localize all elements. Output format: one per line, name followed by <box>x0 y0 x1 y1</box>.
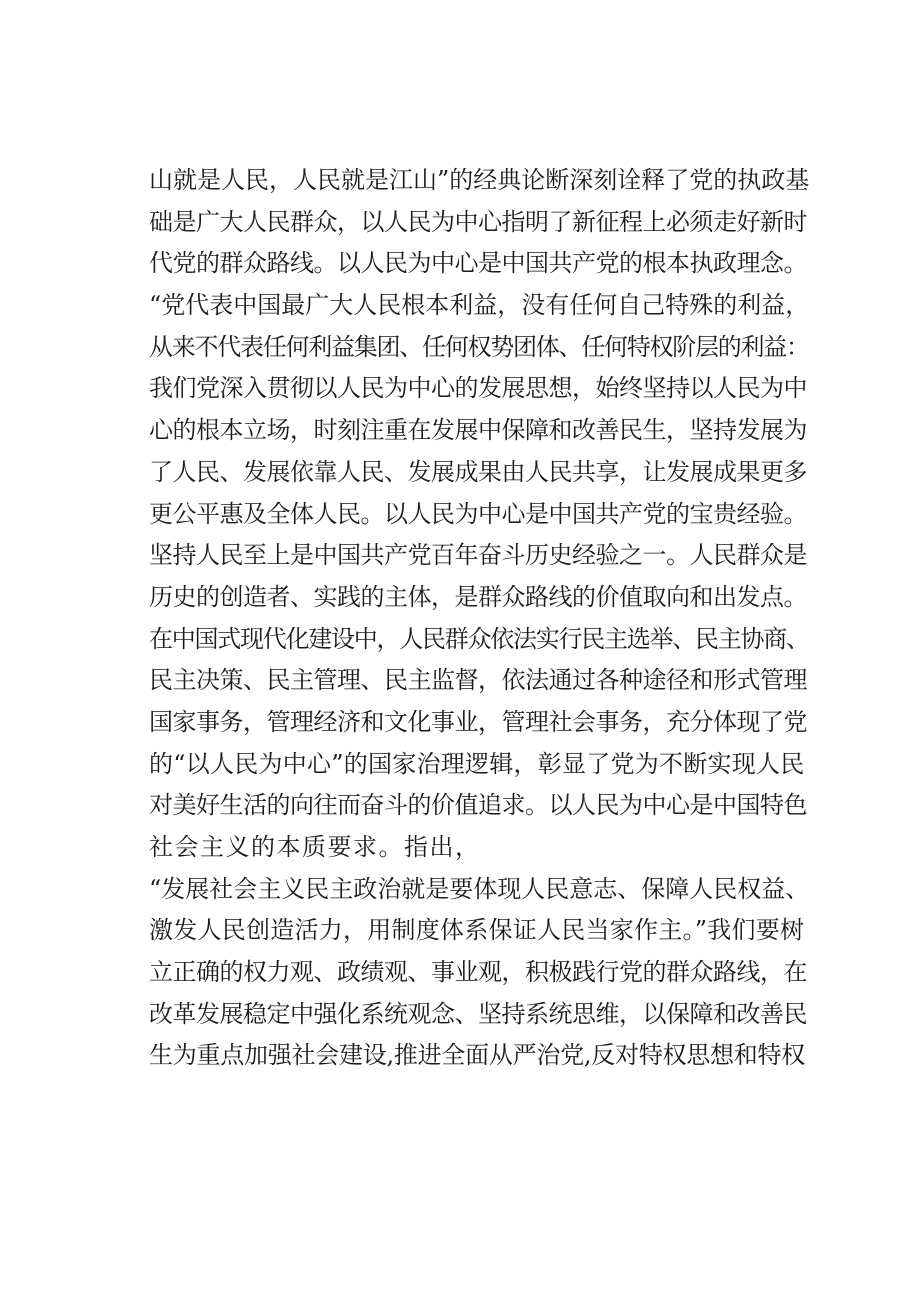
text-line: 民主决策、民主管理、民主监督，依法通过各种途径和形式管理 <box>149 666 807 695</box>
body-text <box>149 160 809 1077</box>
text-line: 的“以人民为中心”的国家治理逻辑，彰显了党为不断实现人民 <box>149 749 805 778</box>
text-line: 社会主义的本质要求。指出， <box>149 833 481 861</box>
text-line: 坚持人民至上是中国共产党百年奋斗历史经验之一。人民群众是 <box>149 541 807 570</box>
text-line: 了人民、发展依靠人民、发展成果由人民共享，让发展成果更多 <box>149 457 807 486</box>
text-line: 对美好生活的向往而奋斗的价值追求。以人民为中心是中国特色 <box>149 791 807 820</box>
text-line: 心的根本立场，时刻注重在发展中保障和改善民生，坚持发展为 <box>149 416 807 445</box>
text-line: 础是广大人民群众，以人民为中心指明了新征程上必须走好新时 <box>149 207 807 236</box>
text-line: “党代表中国最广大人民根本利益，没有任何自己特殊的利益， <box>149 291 810 320</box>
text-line: 山就是人民，人民就是江山”的经典论断深刻诠释了党的执政基 <box>149 166 810 194</box>
text-line: 改革发展稳定中强化系统观念、坚持系统思维，以保障和改善民 <box>149 999 807 1028</box>
text-line: 国家事务，管理经济和文化事业，管理社会事务，充分体现了党 <box>149 707 807 736</box>
text-line: 我们党深入贯彻以人民为中心的发展思想，始终坚持以人民为中 <box>149 374 807 403</box>
text-line: “发展社会主义民主政治就是要体现人民意志、保障人民权益、 <box>149 874 810 903</box>
text-line: 激发人民创造活力，用制度体系保证人民当家作主。”我们要树 <box>149 916 805 945</box>
text-line: 更公平惠及全体人民。以人民为中心是中国共产党的宝贵经验。 <box>149 499 807 528</box>
text-line: 从来不代表任何利益集团、任何权势团体、任何特权阶层的利益： <box>149 332 809 361</box>
text-line: 历史的创造者、实践的主体，是群众路线的价值取向和出发点。 <box>149 582 807 611</box>
text-line: 在中国式现代化建设中，人民群众依法实行民主选举、民主协商、 <box>149 624 809 653</box>
text-line: 立正确的权力观、政绩观、事业观，积极践行党的群众路线，在 <box>149 958 807 987</box>
text-line: 生为重点加强社会建设,推进全面从严治党,反对特权思想和特权 <box>149 1041 806 1070</box>
text-line: 代党的群众路线。以人民为中心是中国共产党的根本执政理念。 <box>149 249 807 278</box>
